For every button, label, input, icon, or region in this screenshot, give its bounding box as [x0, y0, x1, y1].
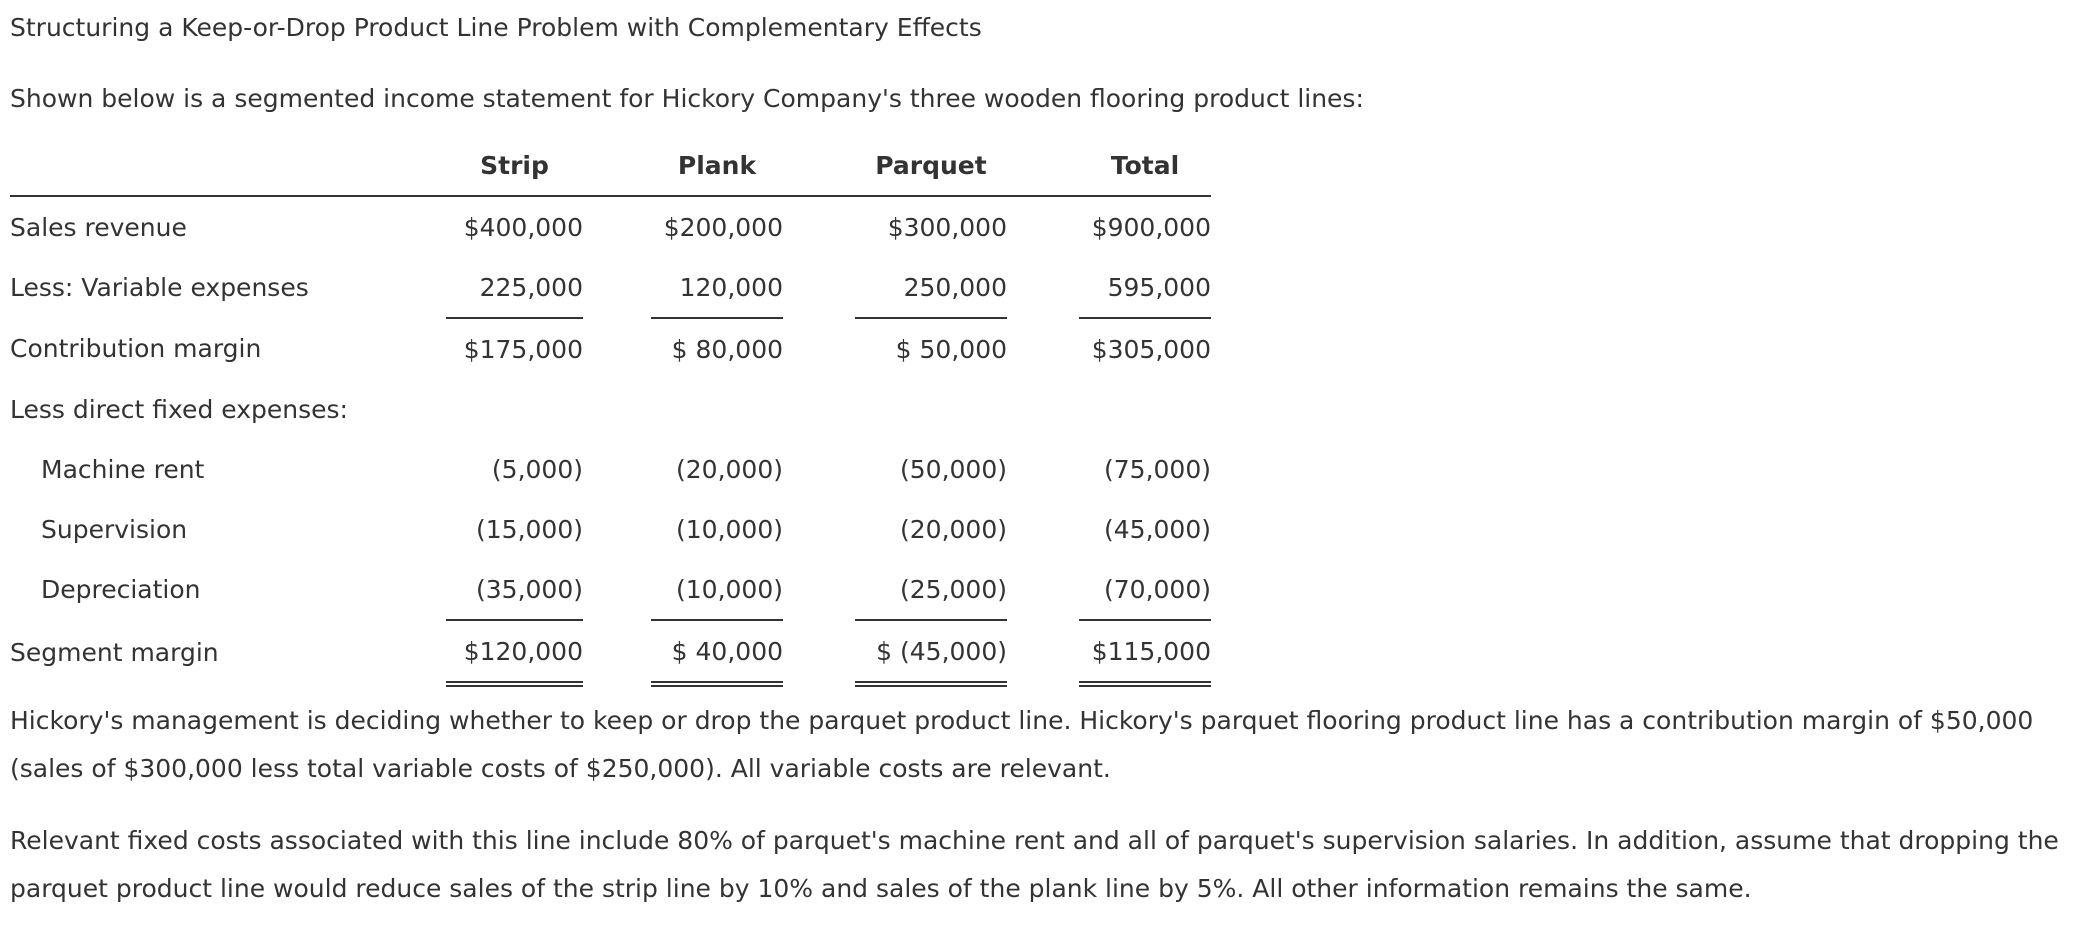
row-label-contribution-margin: Contribution margin	[10, 334, 262, 363]
paragraph-keep-or-drop: Hickory's management is deciding whether to keep or drop the parquet product line. Hickory's parquet flooring product line has a contribution margin of $50,000 (sales of $300,000 less total variable costs of $250,000). All variable costs are relevant.	[10, 706, 2034, 783]
cell-value: $115,000	[1079, 620, 1211, 684]
cell-value: (35,000)	[446, 559, 583, 620]
cell-value: 120,000	[651, 257, 783, 318]
table-row	[10, 499, 1211, 559]
cell-value: $200,000	[663, 212, 783, 242]
row-label-direct-fixed-expenses: Less direct fixed expenses:	[10, 394, 348, 424]
cell-value: (15,000)	[476, 514, 583, 544]
segmented-income-statement	[10, 135, 1211, 687]
cell-value: (75,000)	[1104, 454, 1211, 484]
page-title: Structuring a Keep-or-Drop Product Line Problem with Complementary Effects	[10, 13, 982, 42]
row-label-segment-margin: Segment margin	[10, 637, 219, 667]
header-parquet: Parquet	[855, 135, 1007, 196]
cell-value: $ 80,000	[671, 334, 783, 364]
cell-value: 250,000	[855, 257, 1007, 318]
table-row	[10, 196, 1211, 257]
cell-value: $120,000	[446, 620, 583, 684]
table-row	[10, 379, 1211, 439]
cell-value: (20,000)	[900, 514, 1007, 544]
header-plank: Plank	[651, 135, 783, 196]
cell-value: $ (45,000)	[855, 620, 1007, 684]
cell-value: $ 40,000	[651, 620, 783, 684]
cell-value: $900,000	[1091, 212, 1211, 242]
row-label-supervision: Supervision	[41, 514, 188, 544]
cell-value: (20,000)	[676, 454, 783, 484]
row-label-sales-revenue: Sales revenue	[10, 212, 187, 242]
cell-value: $175,000	[463, 334, 583, 364]
cell-value: (5,000)	[491, 454, 583, 484]
intro-text: Shown below is a segmented income statement for Hickory Company's three wooden flooring product lines:	[10, 84, 1364, 113]
cell-value: $400,000	[463, 212, 583, 242]
row-label-machine-rent: Machine rent	[41, 454, 205, 484]
table-header-row	[10, 135, 1211, 196]
header-strip: Strip	[446, 135, 583, 196]
header-label	[10, 135, 446, 196]
row-label-depreciation: Depreciation	[41, 575, 201, 604]
cell-value: (10,000)	[676, 514, 783, 544]
cell-value: (70,000)	[1079, 559, 1211, 620]
table-row	[10, 559, 1211, 620]
table-row	[10, 257, 1211, 318]
cell-value: $300,000	[887, 212, 1007, 242]
header-total: Total	[1079, 135, 1211, 196]
row-label-variable-expenses: Less: Variable expenses	[10, 273, 309, 302]
table-row	[10, 318, 1211, 379]
cell-value: (50,000)	[900, 454, 1007, 484]
cell-value: $305,000	[1091, 334, 1211, 364]
cell-value: (45,000)	[1104, 514, 1211, 544]
cell-value: (25,000)	[855, 559, 1007, 620]
cell-value: 595,000	[1079, 257, 1211, 318]
cell-value: (10,000)	[651, 559, 783, 620]
table-row	[10, 620, 1211, 684]
cell-value: $ 50,000	[895, 334, 1007, 364]
table-row	[10, 439, 1211, 499]
paragraph-relevant-fixed-costs: Relevant fixed costs associated with this line include 80% of parquet's machine rent and all of parquet's supervision salaries. In addition, assume that dropping the parquet product line would reduce sales of the strip line by 10% and sales of the plank line by 5%. All other information remains the same.	[10, 826, 2059, 903]
cell-value: 225,000	[446, 257, 583, 318]
